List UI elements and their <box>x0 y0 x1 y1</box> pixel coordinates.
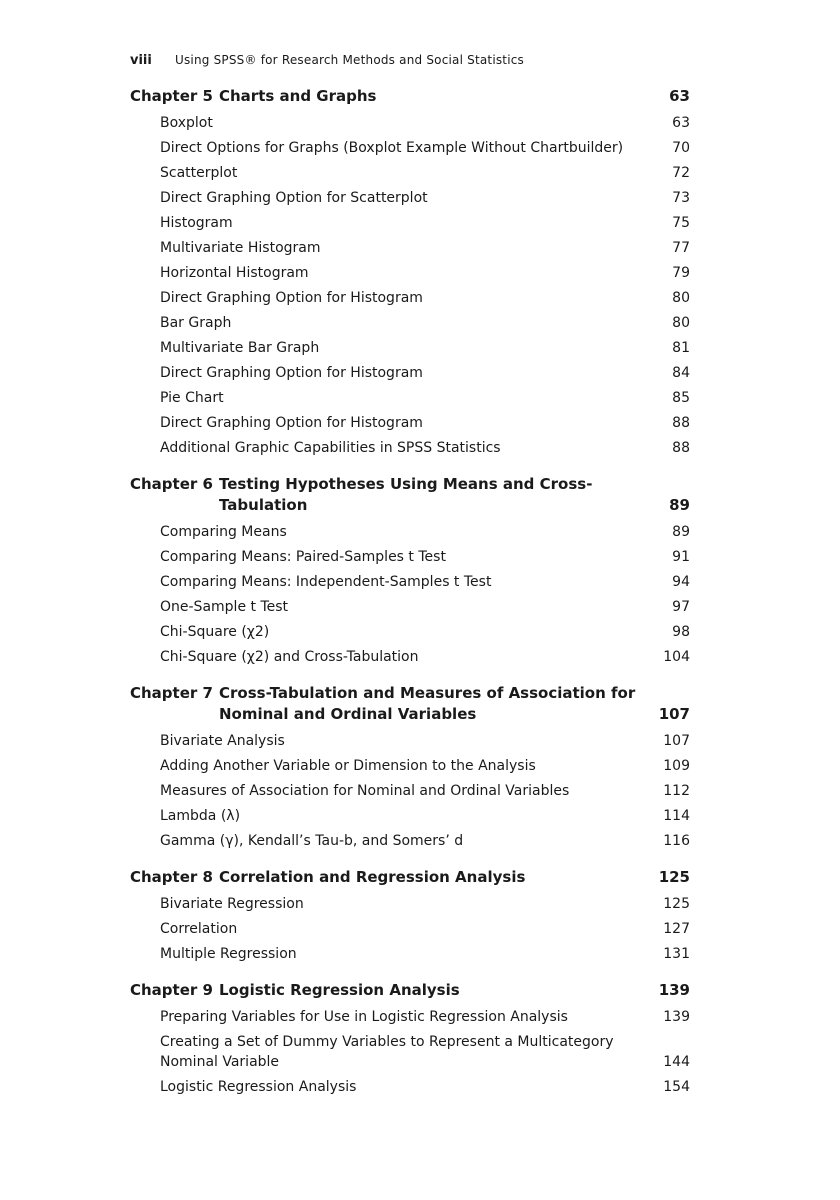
entry-title: Logistic Regression Analysis <box>160 1079 357 1095</box>
entry-title: Direct Graphing Option for Histogram <box>160 415 423 431</box>
entry-title: Gamma (γ), Kendall’s Tau-b, and Somers’ d <box>160 833 464 849</box>
toc-entry[interactable] <box>130 522 690 542</box>
entry-title: Scatterplot <box>160 165 238 181</box>
chapter-section <box>130 867 690 964</box>
entry-page-number: 85 <box>672 390 690 406</box>
entry-title: Lambda (λ) <box>160 808 241 824</box>
toc-entry[interactable] <box>130 1077 690 1097</box>
entry-title: Correlation <box>160 921 238 937</box>
chapter-title: Testing Hypotheses Using Means and Cross-Tabulation <box>219 475 593 514</box>
entry-page-number: 89 <box>672 524 690 540</box>
entry-page-number: 72 <box>672 165 690 181</box>
entry-page-number: 114 <box>663 808 690 824</box>
chapter-page-number: 63 <box>669 87 690 105</box>
chapter-heading[interactable] <box>130 683 690 725</box>
chapter-title: Logistic Regression Analysis <box>219 981 460 999</box>
toc-entry[interactable] <box>130 1032 690 1072</box>
table-of-contents <box>130 86 690 1097</box>
entry-title: Direct Options for Graphs (Boxplot Example Without Chartbuilder) <box>160 140 624 156</box>
toc-entry[interactable] <box>130 213 690 233</box>
entry-title: Bivariate Regression <box>160 896 304 912</box>
entry-title: Additional Graphic Capabilities in SPSS Statistics <box>160 440 501 456</box>
entry-page-number: 63 <box>672 115 690 131</box>
toc-entry[interactable] <box>130 388 690 408</box>
entry-title: Comparing Means: Independent-Samples t Test <box>160 574 492 590</box>
toc-entry[interactable] <box>130 781 690 801</box>
toc-entry[interactable] <box>130 188 690 208</box>
book-title: Using SPSS® for Research Methods and Social Statistics <box>175 53 524 67</box>
entry-list <box>130 1007 690 1097</box>
entry-page-number: 125 <box>663 896 690 912</box>
entry-title: Chi-Square (χ2) and Cross-Tabulation <box>160 649 419 665</box>
toc-entry[interactable] <box>130 263 690 283</box>
entry-title: Histogram <box>160 215 233 231</box>
toc-entry[interactable] <box>130 944 690 964</box>
chapter-page-number: 89 <box>669 496 690 514</box>
entry-title: Direct Graphing Option for Histogram <box>160 290 423 306</box>
entry-title: Adding Another Variable or Dimension to the Analysis <box>160 758 536 774</box>
chapter-heading[interactable] <box>130 86 690 107</box>
chapter-title: Charts and Graphs <box>219 87 377 105</box>
entry-list <box>130 522 690 667</box>
running-head <box>130 50 690 70</box>
entry-title: Measures of Association for Nominal and Ordinal Variables <box>160 783 570 799</box>
chapter-section <box>130 474 690 667</box>
chapter-heading[interactable] <box>130 867 690 888</box>
toc-entry[interactable] <box>130 288 690 308</box>
toc-entry[interactable] <box>130 163 690 183</box>
toc-entry[interactable] <box>130 806 690 826</box>
toc-entry[interactable] <box>130 756 690 776</box>
entry-page-number: 88 <box>672 440 690 456</box>
chapter-label: Chapter 9 <box>130 981 213 999</box>
chapter-title: Cross-Tabulation and Measures of Association for Nominal and Ordinal Variables <box>219 684 636 723</box>
toc-entry[interactable] <box>130 597 690 617</box>
chapter-title: Correlation and Regression Analysis <box>219 868 526 886</box>
toc-entry[interactable] <box>130 831 690 851</box>
toc-entry[interactable] <box>130 313 690 333</box>
toc-entry[interactable] <box>130 1007 690 1027</box>
toc-entry[interactable] <box>130 547 690 567</box>
entry-page-number: 70 <box>672 140 690 156</box>
chapter-section <box>130 683 690 851</box>
entry-page-number: 112 <box>663 783 690 799</box>
entry-page-number: 81 <box>672 340 690 356</box>
chapter-heading[interactable] <box>130 474 690 516</box>
toc-entry[interactable] <box>130 238 690 258</box>
entry-title: Multivariate Bar Graph <box>160 340 320 356</box>
entry-page-number: 97 <box>672 599 690 615</box>
entry-title: Comparing Means: Paired-Samples t Test <box>160 549 446 565</box>
chapter-page-number: 125 <box>658 868 690 886</box>
entry-page-number: 144 <box>663 1054 690 1070</box>
chapter-label: Chapter 8 <box>130 868 213 886</box>
chapter-section <box>130 86 690 458</box>
toc-entry[interactable] <box>130 138 690 158</box>
entry-page-number: 80 <box>672 315 690 331</box>
entry-list <box>130 894 690 964</box>
entry-page-number: 116 <box>663 833 690 849</box>
chapter-page-number: 107 <box>658 705 690 723</box>
page-folio: viii <box>130 52 152 68</box>
entry-title: Chi-Square (χ2) <box>160 624 270 640</box>
entry-title: Boxplot <box>160 115 213 131</box>
entry-title: Preparing Variables for Use in Logistic Regression Analysis <box>160 1009 568 1025</box>
entry-title: Horizontal Histogram <box>160 265 309 281</box>
toc-entry[interactable] <box>130 413 690 433</box>
entry-page-number: 75 <box>672 215 690 231</box>
toc-entry[interactable] <box>130 647 690 667</box>
toc-entry[interactable] <box>130 113 690 133</box>
entry-title: Direct Graphing Option for Scatterplot <box>160 190 428 206</box>
entry-page-number: 80 <box>672 290 690 306</box>
entry-page-number: 127 <box>663 921 690 937</box>
entry-page-number: 79 <box>672 265 690 281</box>
toc-entry[interactable] <box>130 438 690 458</box>
toc-entry[interactable] <box>130 572 690 592</box>
entry-page-number: 73 <box>672 190 690 206</box>
entry-page-number: 131 <box>663 946 690 962</box>
entry-page-number: 94 <box>672 574 690 590</box>
entry-title: Direct Graphing Option for Histogram <box>160 365 423 381</box>
entry-title: Bivariate Analysis <box>160 733 285 749</box>
entry-page-number: 84 <box>672 365 690 381</box>
entry-title: Creating a Set of Dummy Variables to Represent a Multicategory Nominal Variable <box>160 1034 614 1070</box>
entry-title: Multivariate Histogram <box>160 240 321 256</box>
entry-page-number: 91 <box>672 549 690 565</box>
chapter-heading[interactable] <box>130 980 690 1001</box>
entry-list <box>130 731 690 851</box>
toc-entry[interactable] <box>130 338 690 358</box>
toc-entry[interactable] <box>130 894 690 914</box>
entry-page-number: 139 <box>663 1009 690 1025</box>
chapter-label: Chapter 7 <box>130 684 213 702</box>
entry-page-number: 109 <box>663 758 690 774</box>
chapter-page-number: 139 <box>658 981 690 999</box>
entry-title: Comparing Means <box>160 524 287 540</box>
entry-page-number: 107 <box>663 733 690 749</box>
entry-page-number: 98 <box>672 624 690 640</box>
entry-page-number: 154 <box>663 1079 690 1095</box>
chapter-label: Chapter 5 <box>130 87 213 105</box>
entry-title: Multiple Regression <box>160 946 297 962</box>
entry-title: One-Sample t Test <box>160 599 289 615</box>
entry-page-number: 77 <box>672 240 690 256</box>
toc-entry[interactable] <box>130 731 690 751</box>
chapter-label: Chapter 6 <box>130 475 213 493</box>
toc-entry[interactable] <box>130 919 690 939</box>
chapter-section <box>130 980 690 1097</box>
toc-entry[interactable] <box>130 622 690 642</box>
entry-title: Pie Chart <box>160 390 224 406</box>
entry-page-number: 88 <box>672 415 690 431</box>
entry-title: Bar Graph <box>160 315 232 331</box>
entry-page-number: 104 <box>663 649 690 665</box>
entry-list <box>130 113 690 458</box>
toc-entry[interactable] <box>130 363 690 383</box>
toc-page <box>130 50 690 1102</box>
